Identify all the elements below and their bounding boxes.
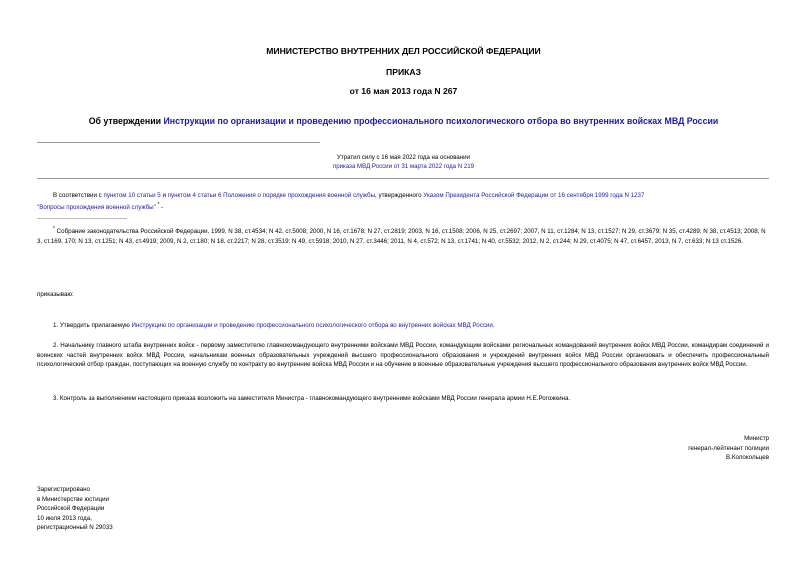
signature-position: Министр <box>744 435 769 442</box>
item-1-text: . <box>492 322 495 329</box>
preamble-text: В соответствии с <box>53 192 104 199</box>
ministry-heading: МИНИСТЕРСТВО ВНУТРЕННИХ ДЕЛ РОССИЙСКОЙ ФЕДЕРАЦИИ <box>266 46 541 56</box>
preamble-text: , утвержденного <box>375 192 424 199</box>
order-item-1 <box>37 321 769 331</box>
order-item-3: 3. Контроль за выполнением настоящего приказа возложить на заместителя Министра - главнокомандующего внутренними войсками МВД России генерала армии Н.Е.Рогожкина. <box>53 395 571 402</box>
divider-top <box>37 142 320 143</box>
order-word: приказываю: <box>37 291 74 298</box>
preamble-link-point10[interactable]: пунктом 10 статьи 5 <box>103 192 161 199</box>
preamble-link-decree[interactable]: Указом Президента Российской Федерации от 16 сентября 1999 года N 1237 <box>423 192 645 199</box>
preamble-text: - <box>159 203 164 211</box>
signature-name: В.Колокольцев <box>726 454 769 462</box>
preamble-text: и <box>160 192 168 199</box>
footnote-marker: * <box>53 226 55 232</box>
registration-line: Российской Федерации <box>37 505 105 513</box>
document-type: ПРИКАЗ <box>386 67 421 77</box>
status-note <box>0 153 807 172</box>
document-date-number: от 16 мая 2013 года N 267 <box>349 86 458 96</box>
item-1-instruction-link[interactable]: Инструкцию по организации и проведению профессионального психологического отбора во внутренних войсках МВД России <box>131 322 493 329</box>
signature-rank: генерал-лейтенант полиции <box>688 444 769 452</box>
divider-bottom <box>37 178 769 179</box>
status-repeal-link[interactable]: приказа МВД России от 31 марта 2022 года N 219 <box>332 163 475 171</box>
status-line-1: Утратил силу с 16 мая 2022 года на основании <box>337 154 470 161</box>
title-instruction-link[interactable]: Инструкции по организации и проведению профессионального психологического отбора во внутренних войсках МВД России <box>163 116 719 126</box>
item-1-text: 1. Утвердить прилагаемую <box>53 322 132 329</box>
registration-date: 10 июля 2013 года, <box>37 514 92 522</box>
order-item-2: 2. Начальнику главного штаба внутренних войск - первому заместителю главнокомандующего внутренними войсками МВД России, командующим войсками региональных командований внутренних войск МВД России, командирам соединений и воинских частей внутренних войск МВД России, начальникам военных образовательных учреждений высшего профессионального образования и учреждений внутренних войск МВД России организовать и обеспечить профессиональный психологический отбор граждан, поступающих на военную службу по контракту во внутренние войска МВД России и на обучение в военные образовательные учреждения высшего профессионального образования внутренних войск МВД России. <box>37 342 769 369</box>
footnote-divider <box>37 218 127 219</box>
registration-number: регистрационный N 29033 <box>37 524 113 532</box>
footnote-text: Собрание законодательства Российской Федерации, 1999, N 38, ст.4534; N 42, ст.5008; 2000, N 16, ст.1678; N 27, ст.2819; 2003, N 16, ст.1508; 2006, N 25, ст.2697; 2007, N 11, ст.1284; N 13, ст.1527; N 29, ст.3679; N 35, ст.4289; N 38, ст.4513; 2008, N 3, ст.169, 170; N 13, ст.1251; N 43, ст.4919; 2009, N 2, ст.180; N 18, ст.2217; N 28, ст.3519; N 49, ст.5918; 2010, N 27, ст.3446; 2011, N 4, ст.572; N 13, ст.1741; N 40, ст.5532; 2012, N 2, ст.244; N 29, ст.4075; N 47, ст.6457, 2013, N 7, ст.633; N 13 ст.1526. <box>37 228 766 245</box>
registration-block <box>37 485 113 533</box>
preamble-link-decree-title[interactable]: "Вопросы прохождения военной службы" <box>37 203 156 211</box>
registration-line: Зарегистрировано <box>37 486 90 493</box>
footnote-reference[interactable]: * <box>157 201 160 208</box>
signature-block <box>688 434 769 463</box>
preamble-link-point4[interactable]: пунктом 4 статьи 6 Положения о порядке прохождения военной службы <box>167 192 376 199</box>
preamble-paragraph <box>37 191 769 212</box>
title-prefix: Об утверждении <box>88 116 164 126</box>
document-title <box>0 116 807 126</box>
footnote-paragraph <box>37 225 769 246</box>
registration-line: в Министерстве юстиции <box>37 495 110 503</box>
